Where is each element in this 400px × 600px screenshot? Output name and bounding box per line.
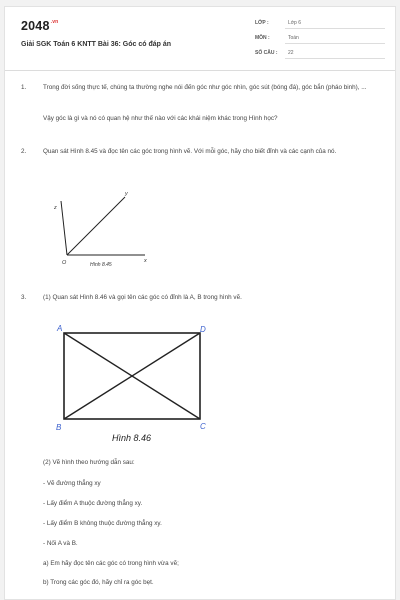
step-3: - Lấy điểm B không thuộc đường thẳng xy. bbox=[43, 520, 162, 527]
question-text: (1) Quan sát Hình 8.46 và gọi tên các góc có đỉnh là A, B trong hình vẽ. bbox=[43, 294, 242, 301]
document-title: Giải SGK Toán 6 KNTT Bài 36: Góc có đáp án bbox=[21, 41, 172, 48]
label-a: A bbox=[57, 324, 63, 333]
document-page bbox=[4, 6, 396, 600]
meta-divider bbox=[285, 58, 385, 59]
label-d: D bbox=[200, 325, 206, 334]
meta-count-value: 22 bbox=[288, 50, 294, 56]
label-b: B bbox=[56, 423, 62, 432]
step-1: - Vẽ đường thẳng xy bbox=[43, 480, 101, 487]
label-c: C bbox=[200, 422, 206, 431]
figure-caption: Hình 8.46 bbox=[112, 433, 152, 443]
site-logo[interactable] bbox=[21, 19, 58, 33]
question-number: 1. bbox=[21, 84, 27, 91]
question-3 bbox=[21, 293, 381, 303]
ray-oy bbox=[67, 197, 125, 255]
label-o: O bbox=[62, 260, 67, 266]
ray-oz bbox=[61, 201, 67, 255]
step-2: - Lấy điểm A thuộc đường thẳng xy. bbox=[43, 500, 143, 507]
meta-divider bbox=[285, 43, 385, 44]
document-header bbox=[5, 7, 395, 71]
subquestion-a: a) Em hãy đọc tên các góc có trong hình vừa vẽ; bbox=[43, 560, 179, 567]
figure-caption: Hình 8.45 bbox=[90, 262, 112, 268]
logo-suffix: .vn bbox=[50, 19, 59, 25]
meta-subject-value: Toán bbox=[288, 35, 299, 41]
question-text: Quan sát Hình 8.45 và đọc tên các góc trong hình vẽ. Với mỗi góc, hãy cho biết đỉnh và các cạnh của nó. bbox=[43, 148, 337, 155]
logo-text: 2048 bbox=[21, 19, 50, 33]
meta-class-label: LỚP : bbox=[255, 20, 269, 26]
meta-divider bbox=[285, 28, 385, 29]
meta-count-label: SỐ CÂU : bbox=[255, 50, 278, 56]
question-text: Trong đời sống thực tế, chúng ta thường nghe nói đến góc như góc nhìn, góc sút (bóng đá), góc bắn (pháo binh), ... bbox=[43, 84, 367, 91]
meta-class-value: Lớp 6 bbox=[288, 20, 302, 26]
question-number: 2. bbox=[21, 148, 27, 155]
figure-8-45 bbox=[45, 183, 165, 273]
question-3-part-2: (2) Vẽ hình theo hướng dẫn sau: bbox=[43, 459, 135, 466]
meta-subject-label: MÔN : bbox=[255, 35, 270, 41]
question-1-followup: Vậy góc là gì và nó có quan hệ như thế nào với các khái niệm khác trong Hình học? bbox=[43, 115, 278, 122]
label-z: z bbox=[54, 205, 57, 211]
label-y: y bbox=[125, 191, 128, 197]
label-x: x bbox=[144, 258, 147, 264]
question-number: 3. bbox=[21, 294, 27, 301]
step-4: - Nối A và B. bbox=[43, 540, 78, 547]
figure-8-46 bbox=[45, 319, 225, 449]
question-2 bbox=[21, 147, 381, 157]
question-1 bbox=[21, 83, 381, 93]
subquestion-b: b) Trong các góc đó, hãy chỉ ra góc bẹt. bbox=[43, 579, 154, 586]
